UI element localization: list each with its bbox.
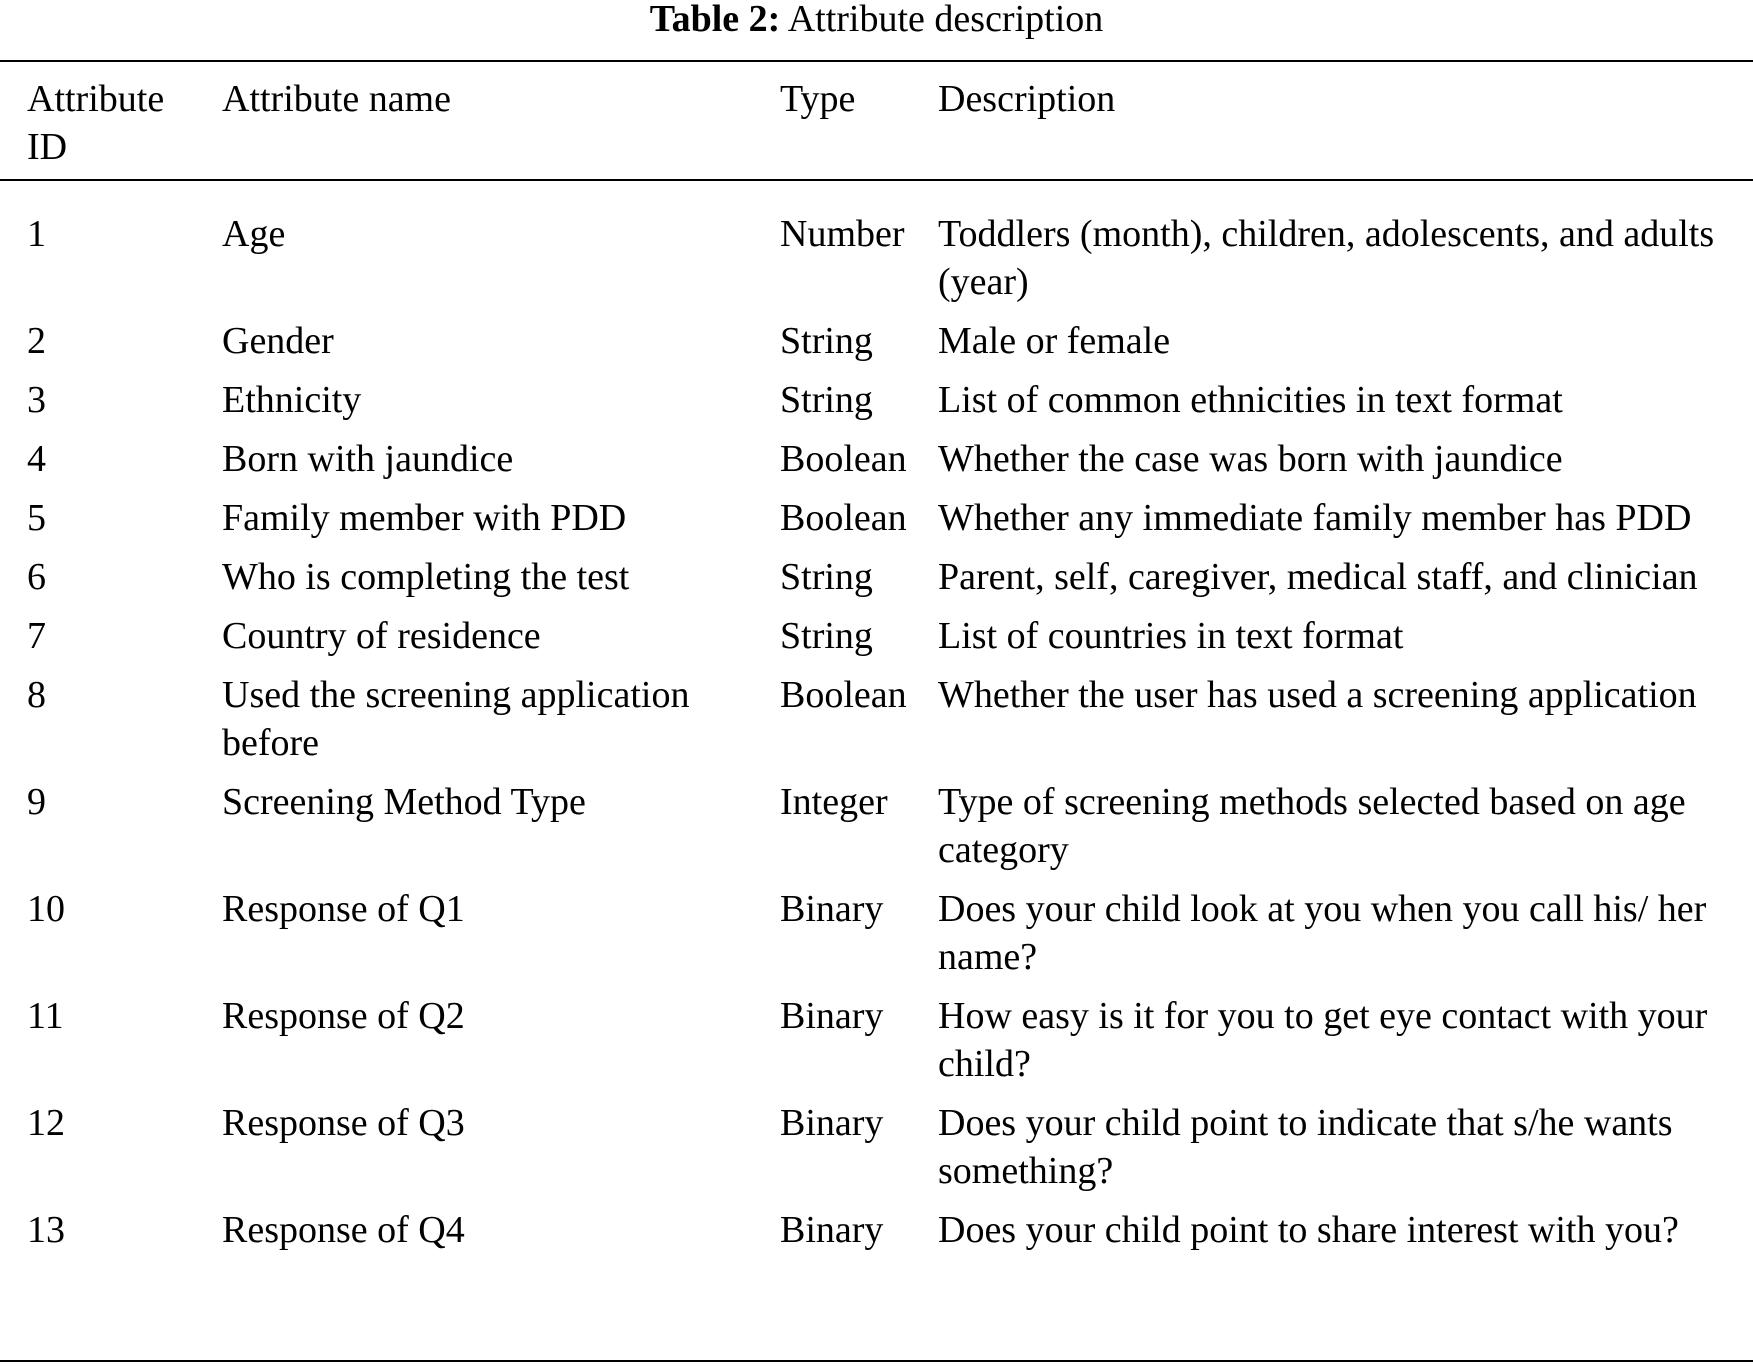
- table-caption-label: Table 2:: [649, 0, 781, 40]
- cell-type: Boolean: [780, 438, 907, 480]
- cell-type: Number: [780, 213, 905, 255]
- header-attribute-name: Attribute name: [222, 78, 451, 120]
- cell-name: Born with jaundice: [222, 438, 514, 480]
- cell-type: String: [780, 320, 873, 362]
- attribute-table: [0, 75, 1753, 1265]
- cell-id: 10: [27, 888, 65, 930]
- cell-name: Response of Q4: [222, 1209, 465, 1251]
- table-row: [0, 885, 1753, 992]
- cell-id: 11: [27, 995, 64, 1037]
- table-row: [0, 1099, 1753, 1206]
- cell-id: 9: [27, 781, 46, 823]
- cell-id: 7: [27, 615, 46, 657]
- header-type: Type: [780, 78, 856, 120]
- cell-description: Whether the user has used a screening application: [938, 674, 1697, 716]
- table-row: [0, 194, 1753, 317]
- cell-name: Family member with PDD: [222, 497, 627, 539]
- cell-type: Boolean: [780, 674, 907, 716]
- table-row: [0, 376, 1753, 435]
- table-caption: [0, 0, 1753, 38]
- table-top-rule: [0, 60, 1753, 62]
- cell-id: 6: [27, 556, 46, 598]
- cell-name: Response of Q2: [222, 995, 465, 1037]
- table-row: [0, 612, 1753, 671]
- table-row: [0, 435, 1753, 494]
- cell-id: 1: [27, 213, 46, 255]
- cell-description: Does your child look at you when you call his/ her name?: [938, 888, 1707, 978]
- cell-description: Male or female: [938, 320, 1171, 362]
- table-caption-text: Attribute description: [787, 0, 1104, 40]
- table-row: [0, 1206, 1753, 1265]
- cell-id: 12: [27, 1102, 65, 1144]
- cell-description: Does your child point to share interest with you?: [938, 1209, 1679, 1251]
- cell-name: Country of residence: [222, 615, 541, 657]
- cell-name: Age: [222, 213, 286, 255]
- header-attribute-id-line2: ID: [27, 126, 68, 168]
- cell-type: String: [780, 556, 873, 598]
- cell-description: List of countries in text format: [938, 615, 1404, 657]
- table-row: [0, 992, 1753, 1099]
- table-row: [0, 553, 1753, 612]
- cell-description: How easy is it for you to get eye contact with your child?: [938, 995, 1708, 1085]
- header-attribute-id-line1: Attribute: [27, 78, 165, 120]
- cell-description: List of common ethnicities in text format: [938, 379, 1563, 421]
- cell-description: Whether the case was born with jaundice: [938, 438, 1563, 480]
- cell-name: Who is completing the test: [222, 556, 630, 598]
- cell-id: 8: [27, 674, 46, 716]
- cell-type: Binary: [780, 1209, 884, 1251]
- cell-name: Gender: [222, 320, 334, 362]
- cell-description: Parent, self, caregiver, medical staff, and clinician: [938, 556, 1698, 598]
- table-row: [0, 317, 1753, 376]
- cell-name: Response of Q1: [222, 888, 465, 930]
- cell-id: 13: [27, 1209, 65, 1251]
- table-bottom-rule: [0, 1360, 1753, 1362]
- cell-type: Binary: [780, 995, 884, 1037]
- cell-type: String: [780, 615, 873, 657]
- table-header-row: [0, 75, 1753, 194]
- cell-name: Response of Q3: [222, 1102, 465, 1144]
- header-description: Description: [938, 78, 1116, 120]
- cell-id: 5: [27, 497, 46, 539]
- table-row: [0, 671, 1753, 778]
- cell-name: Ethnicity: [222, 379, 362, 421]
- cell-id: 2: [27, 320, 46, 362]
- table-row: [0, 494, 1753, 553]
- cell-type: Integer: [780, 781, 888, 823]
- cell-id: 4: [27, 438, 46, 480]
- cell-description: Type of screening methods selected based on age category: [938, 781, 1686, 871]
- cell-type: Binary: [780, 1102, 884, 1144]
- cell-type: String: [780, 379, 873, 421]
- table-row: [0, 778, 1753, 885]
- cell-description: Toddlers (month), children, adolescents, and adults (year): [938, 213, 1715, 303]
- cell-name: Screening Method Type: [222, 781, 586, 823]
- header-attribute-id: [0, 75, 222, 194]
- cell-type: Boolean: [780, 497, 907, 539]
- cell-id: 3: [27, 379, 46, 421]
- cell-description: Whether any immediate family member has PDD: [938, 497, 1692, 539]
- cell-description: Does your child point to indicate that s/he wants something?: [938, 1102, 1673, 1192]
- cell-name: Used the screening application before: [222, 674, 690, 764]
- cell-type: Binary: [780, 888, 884, 930]
